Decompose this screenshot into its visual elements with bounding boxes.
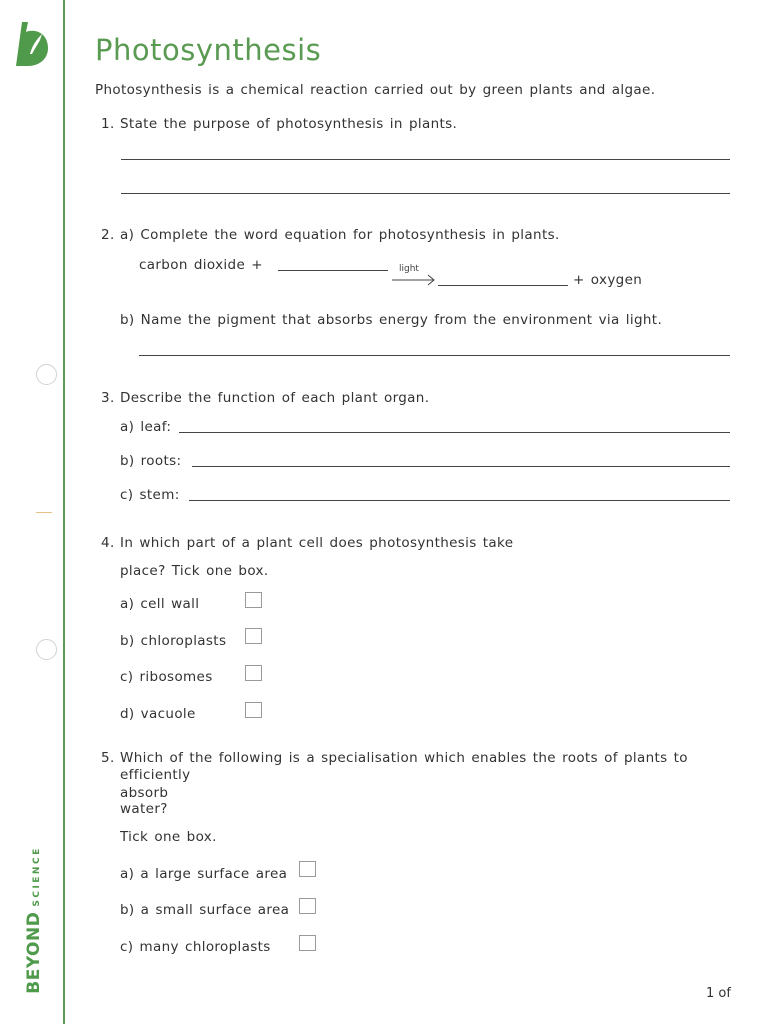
q3-item-leaf: a) leaf: <box>120 419 172 435</box>
q3-roots-answer-line[interactable] <box>192 466 730 467</box>
equation-left: carbon dioxide + <box>139 257 263 273</box>
equation-right: + oxygen <box>573 272 643 288</box>
q5-text-line-2: efficiently <box>120 767 191 783</box>
intro-text: Photosynthesis is a chemical reaction carried out by green plants and algae. <box>95 82 656 98</box>
q1-text: State the purpose of photosynthesis in plants. <box>120 116 458 132</box>
q4-option-checkbox[interactable] <box>245 702 262 718</box>
q1-number: 1. <box>101 116 115 132</box>
q4-text-line-1: In which part of a plant cell does photosynthesis take <box>120 535 514 551</box>
q1-answer-line-1[interactable] <box>121 159 730 160</box>
q4-option-checkbox[interactable] <box>245 665 262 681</box>
q5-option-label: b) a small surface area <box>120 902 290 918</box>
q5-text-line-1: Which of the following is a specialisation which enables the roots of plants to <box>120 750 688 766</box>
q5-option-label: a) a large surface area <box>120 866 288 882</box>
q4-option-label: c) ribosomes <box>120 669 213 685</box>
brand-sub-text: SCIENCE <box>32 846 42 907</box>
binder-hole-top <box>36 364 57 385</box>
q5-instruction: Tick one box. <box>120 829 217 845</box>
q4-text-line-2: place? Tick one box. <box>120 563 269 579</box>
arrow-label: light <box>399 264 419 274</box>
q3-text: Describe the function of each plant organ. <box>120 390 430 406</box>
margin-rule <box>63 0 65 1024</box>
q3-number: 3. <box>101 390 115 406</box>
q5-option-checkbox[interactable] <box>299 935 316 951</box>
q2a-text: a) Complete the word equation for photosynthesis in plants. <box>120 227 560 243</box>
q2b-answer-line[interactable] <box>139 355 730 356</box>
page-title: Photosynthesis <box>95 33 322 67</box>
equation-blank-reactant[interactable] <box>278 270 388 271</box>
q5-text-line-3: absorb <box>120 785 169 801</box>
q4-option-label: b) chloroplasts <box>120 633 227 649</box>
q5-text-line-4: water? <box>120 801 168 817</box>
fold-mark <box>36 512 52 513</box>
page-number: 1 of <box>706 986 731 1001</box>
brand-main-text: BEYOND <box>24 911 44 994</box>
q4-number: 4. <box>101 535 115 551</box>
q4-option-label: d) vacuole <box>120 706 196 722</box>
q5-option-checkbox[interactable] <box>299 898 316 914</box>
q2-number: 2. <box>101 227 115 243</box>
q2b-text: b) Name the pigment that absorbs energy from the environment via light. <box>120 312 663 328</box>
equation-blank-product[interactable] <box>438 285 568 286</box>
q3-item-stem: c) stem: <box>120 487 180 503</box>
q3-stem-answer-line[interactable] <box>189 500 730 501</box>
q5-number: 5. <box>101 750 115 766</box>
q3-item-roots: b) roots: <box>120 453 182 469</box>
binder-hole-bottom <box>36 639 57 660</box>
q4-option-label: a) cell wall <box>120 596 200 612</box>
q4-option-checkbox[interactable] <box>245 628 262 644</box>
q4-option-checkbox[interactable] <box>245 592 262 608</box>
q5-option-label: c) many chloroplasts <box>120 939 271 955</box>
brand-wordmark <box>20 840 48 1000</box>
q3-leaf-answer-line[interactable] <box>179 432 730 433</box>
q5-option-checkbox[interactable] <box>299 861 316 877</box>
reaction-arrow-icon <box>391 273 437 287</box>
q1-answer-line-2[interactable] <box>121 193 730 194</box>
beyond-logo-icon <box>14 20 52 68</box>
